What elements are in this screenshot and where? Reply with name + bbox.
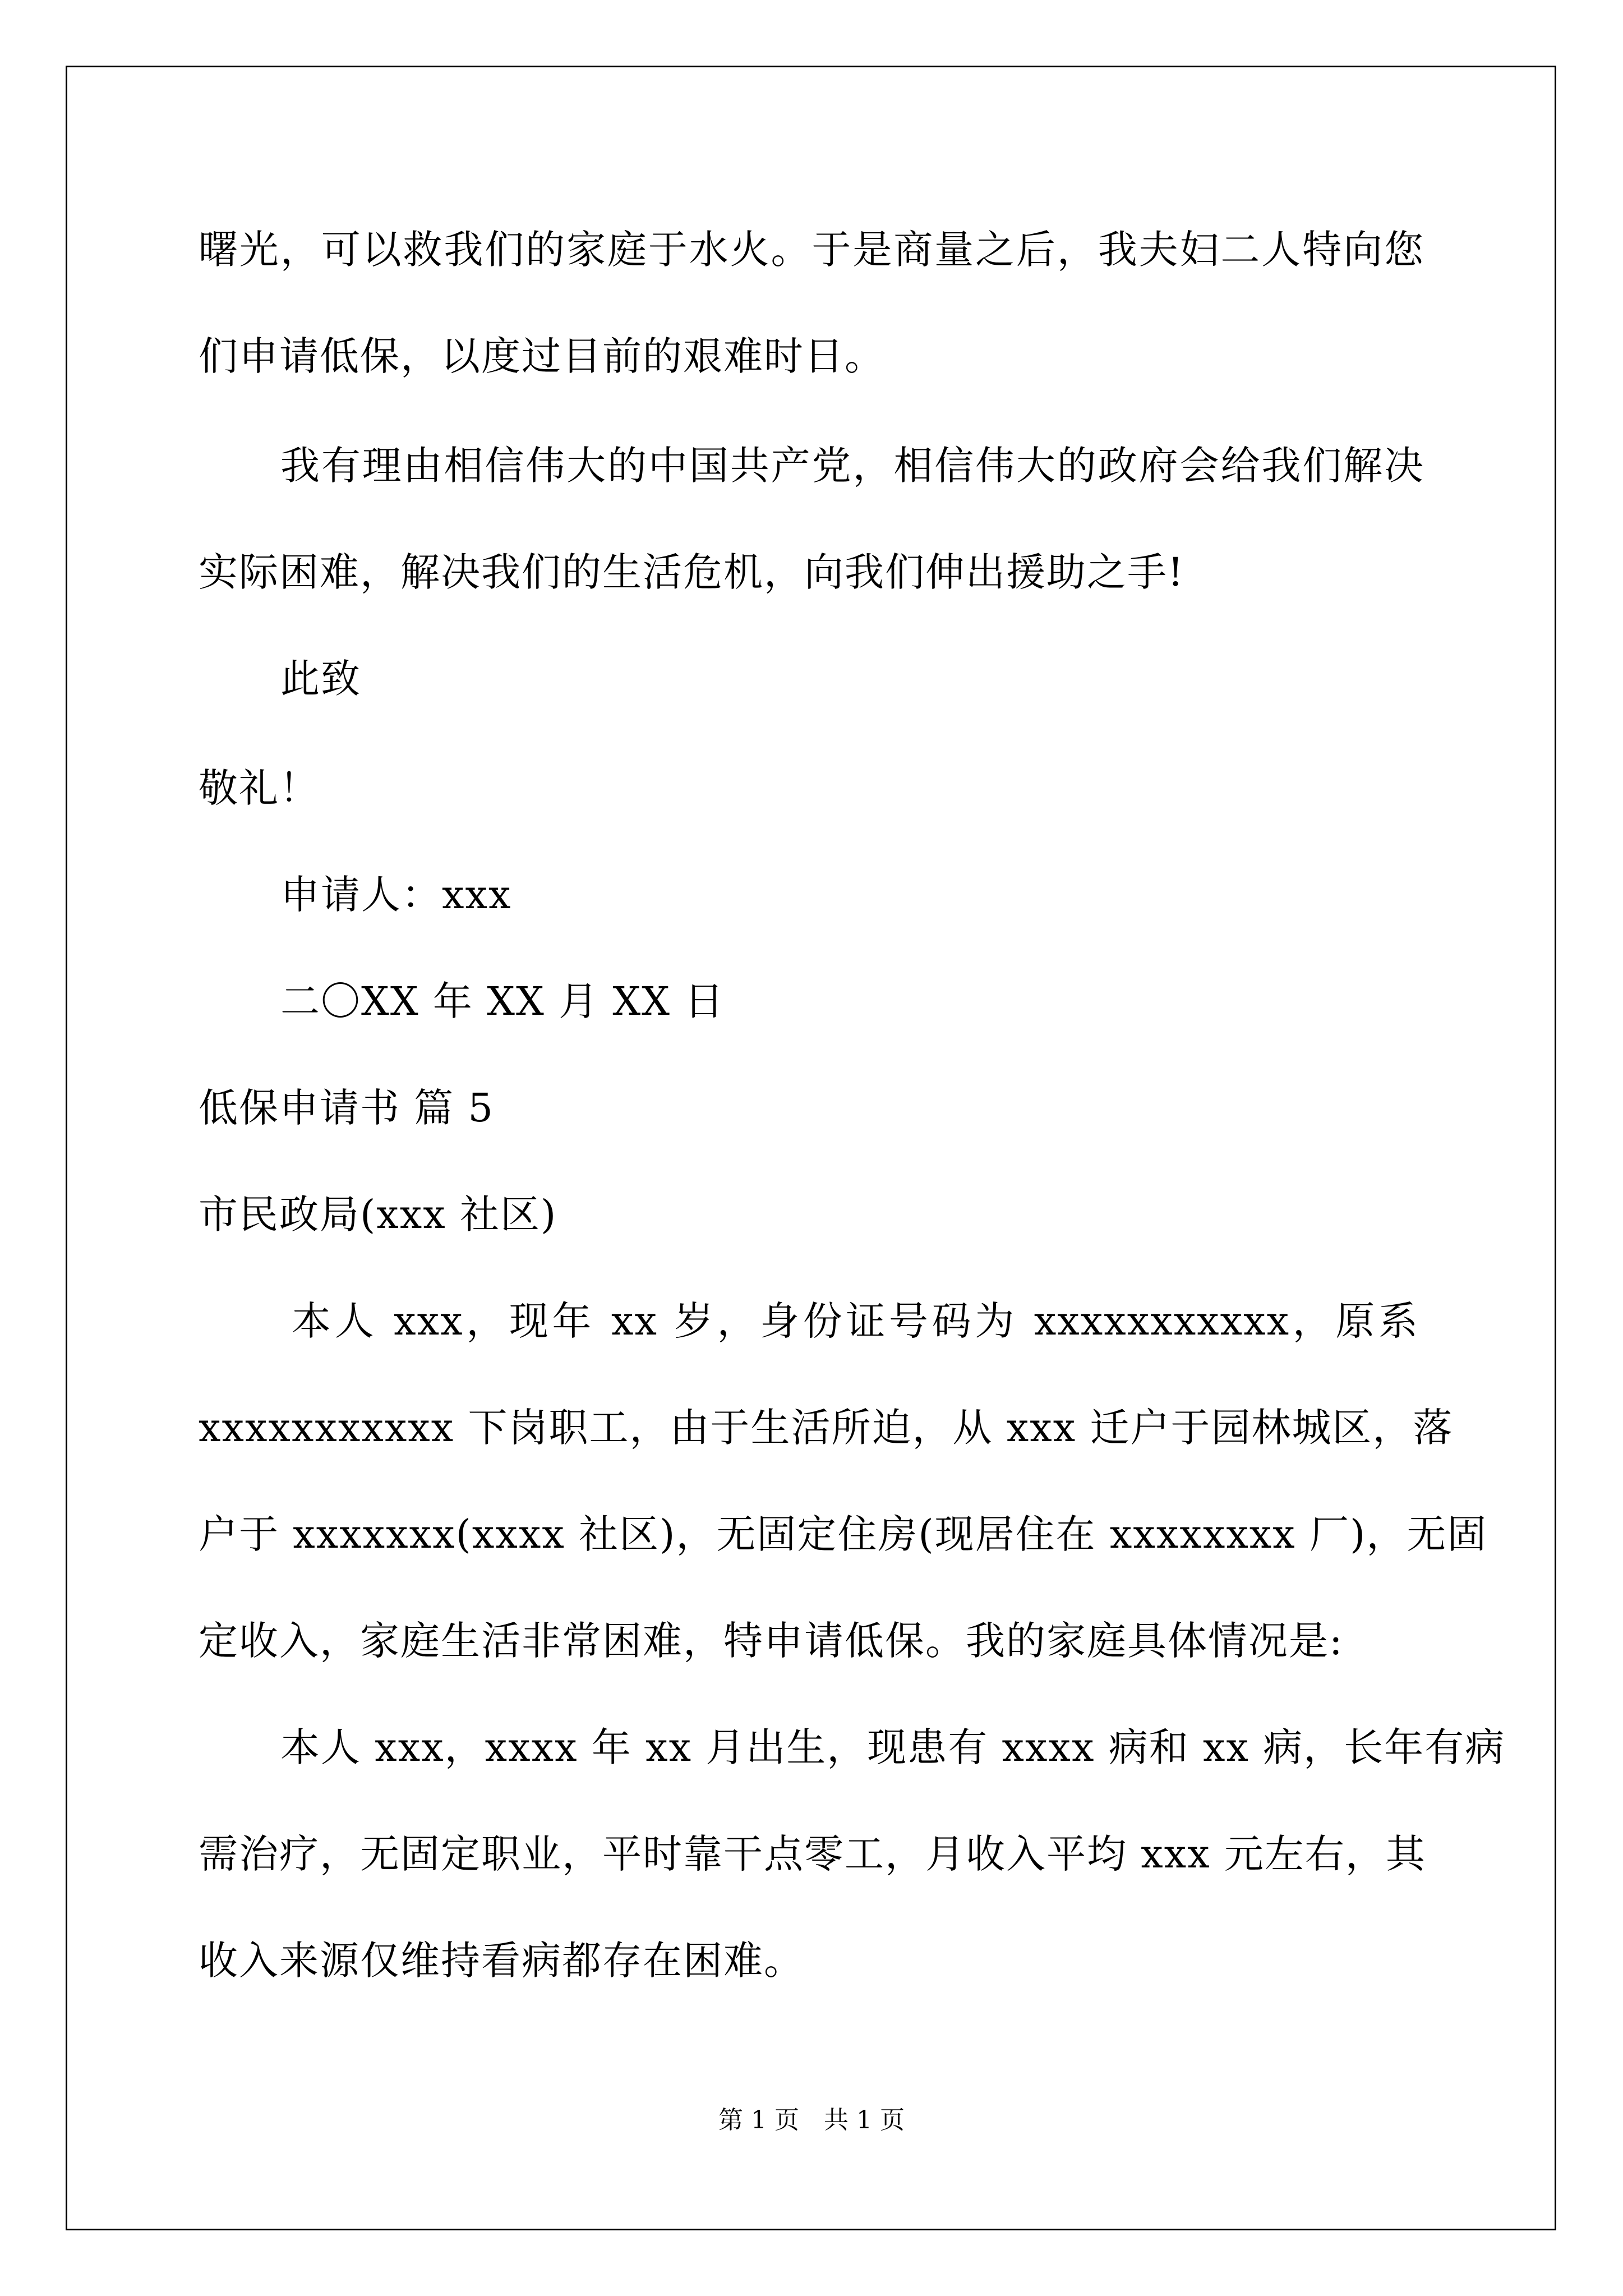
section-heading: 低保申请书 篇 5: [199, 1085, 495, 1131]
body-line-12: xxxxxxxxxxx 下岗职工，由于生活所迫，从 xxx 迁户于园林城区，落: [199, 1405, 1454, 1451]
page-footer: 第 1 页 共 1 页: [718, 2106, 905, 2134]
date-line: 二〇XX 年 XX 月 XX 日: [280, 978, 725, 1024]
body-line-17: 收入来源仅维持看病都存在困难。: [199, 1938, 804, 1984]
body-line-1: 曙光，可以救我们的家庭于水火。于是商量之后，我夫妇二人特向您: [199, 227, 1424, 273]
body-line-4: 实际困难，解决我们的生活危机，向我们伸出援助之手!: [199, 549, 1185, 595]
body-line-14: 定收入，家庭生活非常困难，特申请低保。我的家庭具体情况是:: [199, 1618, 1344, 1664]
body-line-11: 本人 xxx，现年 xx 岁，身份证号码为 xxxxxxxxxxx，原系: [292, 1298, 1419, 1344]
recipient-line: 市民政局(xxx 社区): [199, 1191, 557, 1237]
regards-line: 敬礼！: [199, 765, 320, 811]
body-line-13: 户于 xxxxxxx(xxxx 社区)，无固定住房(现居住在 xxxxxxxx 厂)，无固: [199, 1511, 1488, 1557]
body-line-2: 们申请低保，以度过目前的艰难时日。: [199, 333, 885, 379]
body-line-16: 需治疗，无固定职业，平时靠干点零工，月收入平均 xxx 元左右，其: [199, 1831, 1426, 1877]
body-line-15: 本人 xxx，xxxx 年 xx 月出生，现患有 xxxx 病和 xx 病，长年有病: [280, 1724, 1506, 1770]
applicant-line: 申请人：xxx: [280, 872, 512, 918]
salutation-line: 此致: [280, 656, 361, 702]
body-line-3: 我有理由相信伟大的中国共产党，相信伟大的政府会给我们解决: [280, 443, 1424, 489]
page-border: [66, 66, 1556, 2230]
